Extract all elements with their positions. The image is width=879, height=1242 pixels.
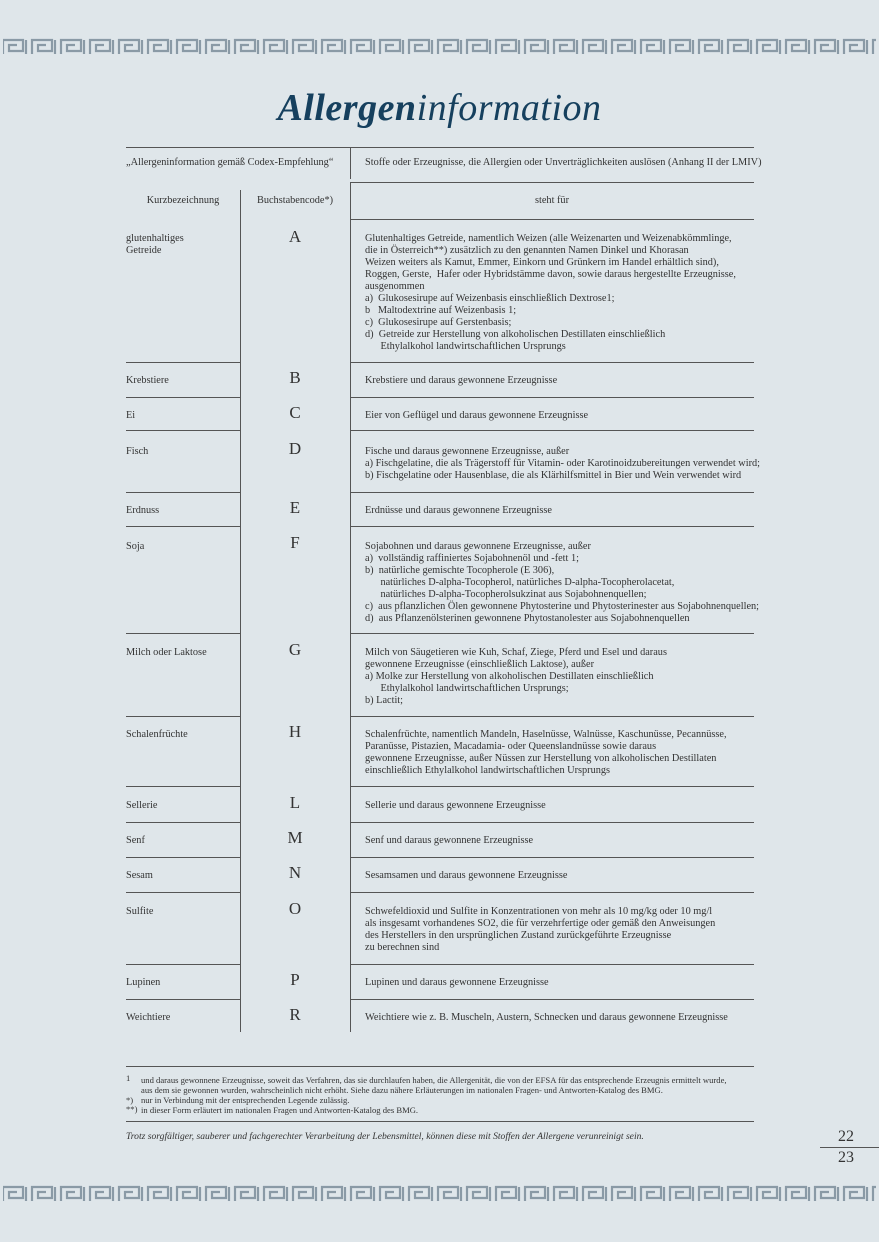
name-separator xyxy=(126,716,240,717)
greek-key-border-bottom xyxy=(0,1183,879,1205)
row-desc: Erdnüsse und daraus gewonnene Erzeugnisse xyxy=(365,505,553,516)
row-name: Weichtiere xyxy=(126,1012,171,1023)
contamination-note: Trotz sorgfältiger, sauberer und fachgerechter Verarbeitung der Lebensmittel, können diese mit Stoffen der Allergene verunreinigt sein. xyxy=(126,1131,644,1142)
name-separator xyxy=(126,999,240,1000)
row-separator xyxy=(350,999,754,1000)
row-desc: Schwefeldioxid und Sulfite in Konzentrationen von mehr als 10 mg/kg oder 10 mg/l als insgesamt vorhandenes SO2, die für verzehrfertige oder gemäß den Anweisungen des Herstellers in den ursprünglichen Zustand zurückgeführte Erzeugnisse zu berechnen sind xyxy=(365,906,716,953)
row-separator xyxy=(350,892,754,893)
col-header-code: Buchstabencode*) xyxy=(256,195,334,206)
row-desc: Sojabohnen und daraus gewonnene Erzeugnisse, außer a) vollständig raffiniertes Sojabohnenöl und -fett 1; b) natürliche gemischte Tocopherole (E 306), natürliches D-alpha-Tocopherol, natürliches D-alpha-Tocopherolacetat, natürliches D-alpha-Tocopherolsukzinat aus Sojabohnenquellen; c) aus pflanzlichen Ölen gewonnene Phytosterine und Phytosterinester aus Sojabohnenquellen; d) aus Pflanzenölsterinen gewonnene Phytostanolester aus Sojabohnenquellen xyxy=(365,541,760,624)
name-separator xyxy=(126,822,240,823)
name-separator xyxy=(126,857,240,858)
page-number-rule xyxy=(820,1147,879,1148)
row-name: Lupinen xyxy=(126,977,161,988)
footnote-3-mark: **) xyxy=(126,1104,138,1114)
name-separator xyxy=(126,526,240,527)
row-desc: Sellerie und daraus gewonnene Erzeugnisse xyxy=(365,800,546,811)
row-code: F xyxy=(290,533,300,552)
name-separator xyxy=(126,362,240,363)
row-desc: Lupinen und daraus gewonnene Erzeugnisse xyxy=(365,977,549,988)
row-name: Soja xyxy=(126,541,145,552)
name-separator xyxy=(126,786,240,787)
greek-key-border-top xyxy=(0,36,879,58)
row-code: N xyxy=(288,863,302,882)
row-name: Sesam xyxy=(126,870,153,881)
title-rest: information xyxy=(416,87,602,129)
row-code: B xyxy=(289,368,301,387)
footnote-3-text: in dieser Form erläutert im nationalen Fragen und Antworten-Katalog des BMG. xyxy=(141,1105,419,1115)
row-name: Krebstiere xyxy=(126,375,169,386)
row-separator xyxy=(350,362,754,363)
col-header-rule xyxy=(350,219,754,220)
row-separator xyxy=(350,397,754,398)
row-name: glutenhaltiges Getreide xyxy=(126,233,184,256)
page-title xyxy=(0,86,879,130)
row-code: C xyxy=(289,403,301,422)
col-header-desc: steht für xyxy=(534,195,570,206)
row-desc: Schalenfrüchte, namentlich Mandeln, Haselnüsse, Walnüsse, Kaschunüsse, Pecannüsse, Paranüsse, Pistazien, Macadamia- oder Queenslandnüsse sowie daraus gewonnene Erzeugnisse, außer Nüssen zur Herstellung von alkoholischen Destillaten einschließlich Ethylalkohol landwirtschaftlichen Ursprungs xyxy=(365,729,727,776)
row-name: Sellerie xyxy=(126,800,158,811)
name-separator xyxy=(126,430,240,431)
col-divider-2 xyxy=(350,182,351,1032)
name-separator xyxy=(126,397,240,398)
row-code: O xyxy=(288,899,302,918)
row-desc: Fische und daraus gewonnene Erzeugnisse, außer a) Fischgelatine, die als Trägerstoff für Vitamin- oder Karotinoidzubereitungen verwendet wird; b) Fischgelatine oder Hausenblase, die als Klärhilfsmittel in Bier und Wein verwendet wird xyxy=(365,446,761,481)
row-desc: Sesamsamen und daraus gewonnene Erzeugnisse xyxy=(365,870,568,881)
footnote-1-mark: 1 xyxy=(126,1073,131,1083)
row-name: Fisch xyxy=(126,446,149,457)
title-bold: Allergen xyxy=(277,87,417,129)
note-rule xyxy=(126,1121,754,1122)
col-header-name: Kurzbezeichnung xyxy=(146,195,220,206)
row-desc: Weichtiere wie z. B. Muscheln, Austern, Schnecken und daraus gewonnene Erzeugnisse xyxy=(365,1012,728,1023)
row-code: L xyxy=(289,793,301,812)
table-top-rule xyxy=(126,147,754,148)
row-separator xyxy=(350,633,754,634)
row-separator xyxy=(350,786,754,787)
row-desc: Milch von Säugetieren wie Kuh, Schaf, Ziege, Pferd und Esel und daraus gewonnene Erzeugnisse (einschließlich Laktose), außer a) Molke zur Herstellung von alkoholischen Destillaten einschließlich Ethylalkohol landwirtschaftlichen Ursprungs; b) Lactit; xyxy=(365,647,667,706)
row-name: Milch oder Laktose xyxy=(126,647,207,658)
row-desc: Krebstiere und daraus gewonnene Erzeugnisse xyxy=(365,375,558,386)
footnote-2-mark: *) xyxy=(126,1095,134,1105)
row-desc: Glutenhaltiges Getreide, namentlich Weizen (alle Weizenarten und Weizenabkömmlinge, die in Österreich**) zusätzlich zu den genannten Namen Dinkel und Khorasan Weizen weiters als Kamut, Emmer, Einkorn und Grünkern im Handel erhältlich sind), Roggen, Gerste, Hafer oder Hybridstämme davon, sowie daraus hergestellte Erzeugnisse, ausgenommen a) Glukosesirupe auf Weizenbasis einschließlich Dextrose1; b Maltodextrine auf Weizenbasis 1; c) Glukosesirupe auf Gerstenbasis; d) Getreide zur Herstellung von alkoholischen Destillaten einschließlich Ethylalkohol landwirtschaftlichen Ursprungs xyxy=(365,233,736,352)
row-code: H xyxy=(288,722,302,741)
row-separator xyxy=(350,430,754,431)
row-code: D xyxy=(288,439,302,458)
row-name: Schalenfrüchte xyxy=(126,729,188,740)
row-separator xyxy=(350,857,754,858)
row-desc: Eier von Geflügel und daraus gewonnene Erzeugnisse xyxy=(365,410,589,421)
row-separator xyxy=(350,526,754,527)
row-desc: Senf und daraus gewonnene Erzeugnisse xyxy=(365,835,534,846)
page-number-top: 22 xyxy=(838,1128,854,1145)
header-right-label: Stoffe oder Erzeugnisse, die Allergien oder Unverträglichkeiten auslösen (Anhang II der LMIV) xyxy=(365,157,762,168)
row-separator xyxy=(350,492,754,493)
footnote-2-text: nur in Verbindung mit der entsprechenden Legende zulässig. xyxy=(141,1095,350,1105)
row-separator xyxy=(350,964,754,965)
row-code: A xyxy=(288,227,302,246)
footnote-1-text: und daraus gewonnene Erzeugnisse, soweit das Verfahren, das sie durchlaufen haben, die Allergenität, die von der EFSA für das entsprechende Erzeugnis ermittelt wurde, aus dem sie gewonnen wurden, wahrscheinlich nicht erhöht. Siehe dazu nähere Erläuterungen im nationalen Fragen- und Antworten-Katalog des BMG. xyxy=(141,1075,727,1095)
row-code: R xyxy=(289,1005,301,1024)
name-separator xyxy=(126,633,240,634)
name-separator xyxy=(126,892,240,893)
header-mid-rule xyxy=(350,182,754,183)
name-separator xyxy=(126,964,240,965)
row-code: G xyxy=(288,640,302,659)
row-name: Sulfite xyxy=(126,906,154,917)
row-code: E xyxy=(289,498,301,517)
header-left-label: „Allergeninformation gemäß Codex-Empfehlung“ xyxy=(126,157,334,168)
row-name: Senf xyxy=(126,835,145,846)
header-divider xyxy=(350,147,351,179)
row-separator xyxy=(350,822,754,823)
row-name: Ei xyxy=(126,410,136,421)
name-separator xyxy=(126,492,240,493)
row-code: P xyxy=(290,970,300,989)
row-separator xyxy=(350,716,754,717)
row-name: Erdnuss xyxy=(126,505,160,516)
page-number-bottom: 23 xyxy=(838,1149,854,1166)
footnote-rule xyxy=(126,1066,754,1067)
row-code: M xyxy=(287,828,303,847)
